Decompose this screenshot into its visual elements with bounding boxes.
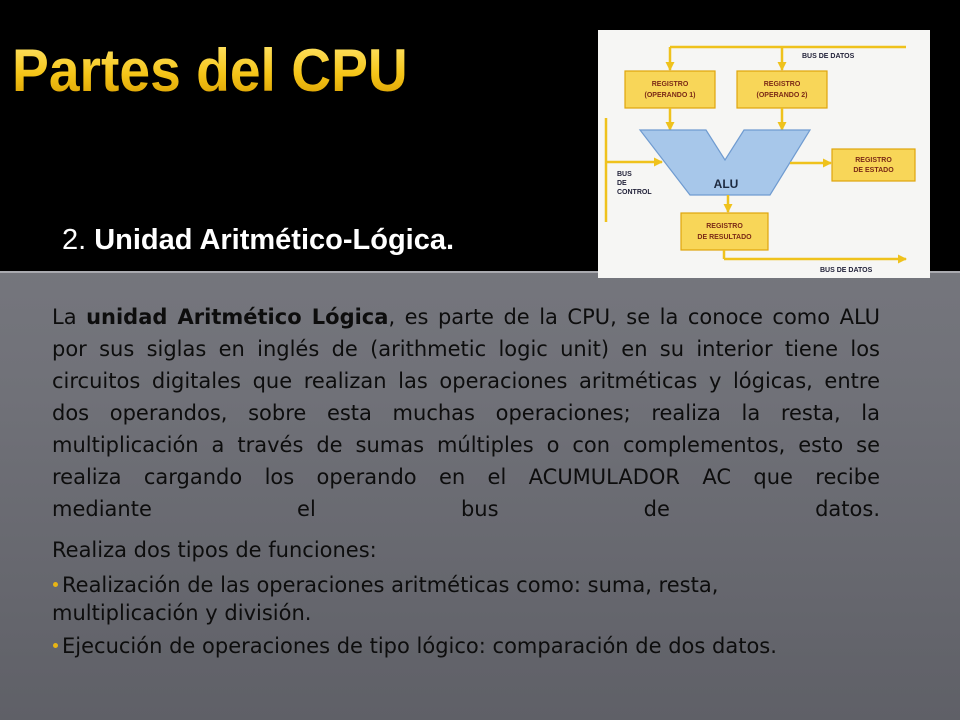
- paragraph-line-5: multiplicación a través de sumas múltiples o con complementos, esto se: [52, 433, 880, 457]
- function-item: [52, 571, 880, 627]
- register-status-box: [832, 149, 915, 181]
- paragraph-line-7: mediante el bus de datos.: [52, 497, 880, 521]
- slide-title: Partes del CPU: [12, 37, 408, 104]
- slide-subtitle: [62, 223, 454, 257]
- paragraph-line-1-rest: , es parte de la CPU, se la conoce como ALU: [388, 305, 880, 329]
- register-result-box: [681, 213, 768, 250]
- register-status-sublabel: DE ESTADO: [853, 167, 894, 174]
- register-operand-2-label: REGISTRO: [763, 81, 801, 88]
- subtitle-text: Unidad Aritmético-Lógica.: [94, 224, 455, 256]
- alu-block: [640, 130, 810, 195]
- register-operand-2-box: [737, 71, 827, 108]
- paragraph-line-1: [52, 301, 880, 333]
- data-bus-bottom-label: BUS DE DATOS: [820, 267, 873, 274]
- register-result-rect: [681, 213, 768, 250]
- alu-label: ALU: [713, 177, 739, 191]
- paragraph-line-6: realiza cargando los operando en el ACUMULADOR AC que recibe: [52, 465, 880, 489]
- register-operand-1-box: [625, 71, 715, 108]
- paragraph-line-3: circuitos digitales que realizan las operaciones aritméticas y lógicas, entre: [52, 369, 880, 393]
- alu-diagram-image: [598, 30, 930, 278]
- description-paragraph: [52, 301, 880, 525]
- data-bus-top-label: BUS DE DATOS: [802, 53, 855, 60]
- function-item-line: multiplicación y división.: [52, 601, 312, 625]
- register-operand-2-sublabel: (OPERANDO 2): [756, 92, 808, 99]
- function-item-line: [52, 571, 880, 599]
- register-operand-1-label: REGISTRO: [651, 81, 689, 88]
- register-result-sublabel: DE RESULTADO: [697, 234, 752, 241]
- subtitle-number: 2.: [62, 224, 87, 256]
- control-bus-label-3: CONTROL: [617, 189, 652, 196]
- functions-intro: Realiza dos tipos de funciones:: [52, 538, 377, 562]
- control-bus-label-1: BUS: [617, 171, 632, 178]
- register-operand-1-sublabel: (OPERANDO 1): [644, 92, 696, 99]
- function-item-line: [52, 632, 880, 660]
- bullet-icon: [53, 582, 58, 587]
- function-item-text: Ejecución de operaciones de tipo lógico: comparación de dos datos.: [62, 634, 777, 658]
- control-bus-label-2: DE: [617, 180, 627, 187]
- paragraph-lead: La: [52, 305, 87, 329]
- paragraph-line-4: dos operandos, sobre esta muchas operaciones; realiza la resta, la: [52, 401, 880, 425]
- paragraph-bold-term: unidad Aritmético Lógica: [86, 305, 389, 329]
- bullet-icon: [53, 643, 58, 648]
- function-item: [52, 632, 880, 660]
- function-item-text: Realización de las operaciones aritméticas como: suma, resta,: [62, 573, 719, 597]
- paragraph-line-2: por sus siglas en inglés de (arithmetic logic unit) en su interior tiene los: [52, 337, 880, 361]
- register-operand-2-rect: [737, 71, 827, 108]
- register-operand-1-rect: [625, 71, 715, 108]
- register-result-label: REGISTRO: [706, 223, 743, 230]
- register-status-rect: [832, 149, 915, 181]
- alu-diagram: [598, 30, 930, 278]
- register-status-label: REGISTRO: [855, 157, 892, 164]
